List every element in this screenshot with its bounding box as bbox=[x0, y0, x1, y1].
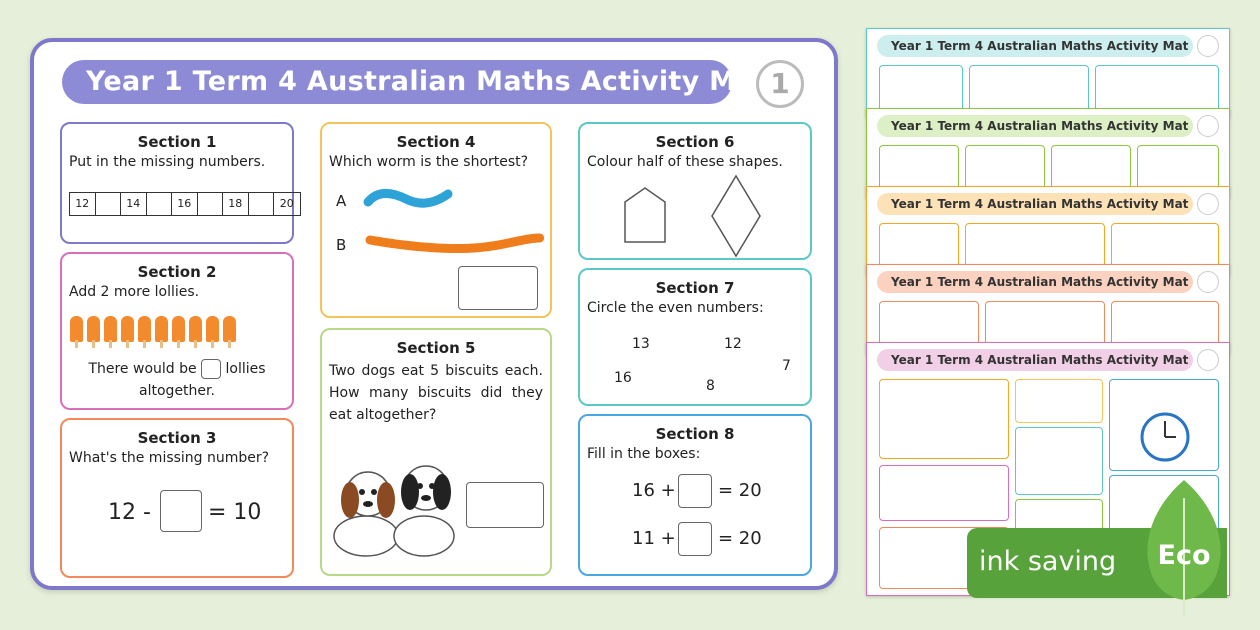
number-cell: 14 bbox=[121, 193, 147, 215]
lolly-icon bbox=[70, 316, 83, 342]
answer-before: There would be bbox=[88, 361, 197, 377]
preview-mat[interactable] bbox=[866, 108, 1230, 198]
number-cell[interactable] bbox=[147, 193, 173, 215]
preview-mat[interactable] bbox=[866, 28, 1230, 118]
number-line bbox=[69, 192, 301, 216]
section-question: Circle the even numbers: bbox=[587, 300, 764, 316]
section-title: Section 2 bbox=[137, 263, 217, 281]
section-title: Section 5 bbox=[396, 339, 476, 357]
worm-b-icon bbox=[364, 228, 548, 262]
pentagon-shape-icon[interactable] bbox=[622, 186, 668, 246]
mat-number-badge: 1 bbox=[756, 60, 804, 108]
section-question: Fill in the boxes: bbox=[587, 446, 701, 462]
section-question: Which worm is the shortest? bbox=[329, 154, 529, 170]
answer-after: lollies altogether. bbox=[139, 361, 266, 399]
section-title: Section 6 bbox=[655, 133, 735, 151]
section-question: Colour half of these shapes. bbox=[587, 154, 783, 170]
equation-left: 12 - bbox=[108, 500, 151, 525]
lolly-icon bbox=[87, 316, 100, 342]
lolly-icon bbox=[223, 316, 236, 342]
section-title: Section 3 bbox=[137, 429, 217, 447]
equation-2-right: = 20 bbox=[718, 528, 762, 549]
section-5 bbox=[320, 328, 552, 576]
preview-section bbox=[969, 65, 1089, 113]
number-cell: 12 bbox=[70, 193, 96, 215]
preview-section bbox=[1095, 65, 1219, 113]
section-3 bbox=[60, 418, 294, 578]
even-number-option[interactable]: 7 bbox=[782, 358, 791, 374]
preview-section bbox=[1015, 427, 1103, 495]
preview-section bbox=[879, 65, 963, 113]
ink-saving-label: ink saving bbox=[979, 546, 1117, 577]
activity-mat bbox=[30, 38, 838, 590]
section-6 bbox=[578, 122, 812, 260]
mat-title: Year 1 Term 4 Australian Maths Activity Mat bbox=[62, 60, 732, 104]
preview-mat[interactable] bbox=[866, 186, 1230, 276]
section-title: Section 8 bbox=[655, 425, 735, 443]
answer-box-1[interactable] bbox=[678, 474, 712, 508]
preview-mat[interactable] bbox=[866, 264, 1230, 354]
number-cell[interactable] bbox=[96, 193, 122, 215]
worm-b-label: B bbox=[336, 236, 347, 254]
worm-a-icon bbox=[362, 186, 454, 212]
preview-section bbox=[879, 465, 1009, 521]
section-question: Two dogs eat 5 biscuits each. How many biscuits did they eat altogether? bbox=[329, 363, 543, 423]
answer-box[interactable] bbox=[466, 482, 544, 528]
lolly-icon bbox=[121, 316, 134, 342]
answer-box[interactable] bbox=[458, 266, 538, 310]
number-cell: 20 bbox=[279, 197, 294, 210]
worm-a-label: A bbox=[336, 192, 347, 210]
section-8 bbox=[578, 414, 812, 576]
answer-box[interactable] bbox=[160, 490, 202, 532]
preview-title: Year 1 Term 4 Australian Maths Activity Mat bbox=[877, 35, 1193, 57]
lolly-icon bbox=[172, 316, 185, 342]
equation-1-left: 16 + bbox=[632, 480, 676, 501]
even-number-option[interactable]: 16 bbox=[614, 370, 632, 386]
answer-sentence bbox=[62, 358, 292, 402]
preview-number-badge bbox=[1197, 271, 1219, 293]
section-question: Put in the missing numbers. bbox=[69, 154, 266, 170]
equation-right: = 10 bbox=[208, 500, 262, 525]
number-cell[interactable] bbox=[249, 193, 275, 215]
section-title: Section 7 bbox=[655, 279, 735, 297]
answer-box-2[interactable] bbox=[678, 522, 712, 556]
section-2 bbox=[60, 252, 294, 410]
eco-leaf-icon bbox=[1140, 478, 1228, 618]
section-title: Section 1 bbox=[137, 133, 217, 151]
lolly-icon bbox=[138, 316, 151, 342]
preview-title: Year 1 Term 4 Australian Maths Activity Mat bbox=[877, 193, 1193, 215]
preview-section bbox=[879, 379, 1009, 459]
preview-number-badge bbox=[1197, 35, 1219, 57]
section-question: Add 2 more lollies. bbox=[69, 284, 200, 300]
number-cell: 18 bbox=[223, 193, 249, 215]
lolly-icon bbox=[155, 316, 168, 342]
even-number-option[interactable]: 8 bbox=[706, 378, 715, 394]
number-cell: 16 bbox=[172, 193, 198, 215]
preview-title: Year 1 Term 4 Australian Maths Activity Mat bbox=[877, 115, 1193, 137]
preview-section bbox=[1015, 379, 1103, 423]
rhombus-shape-icon[interactable] bbox=[710, 174, 762, 258]
eco-label: Eco bbox=[1157, 540, 1211, 571]
equation-2-left: 11 + bbox=[632, 528, 676, 549]
answer-box[interactable] bbox=[201, 359, 221, 379]
number-cell[interactable] bbox=[198, 193, 224, 215]
even-number-option[interactable]: 12 bbox=[724, 336, 742, 352]
preview-number-badge bbox=[1197, 349, 1219, 371]
even-number-option[interactable]: 13 bbox=[632, 336, 650, 352]
lolly-icon bbox=[189, 316, 202, 342]
equation-1-right: = 20 bbox=[718, 480, 762, 501]
section-4 bbox=[320, 122, 552, 318]
dogs-icon bbox=[326, 452, 462, 562]
preview-title: Year 1 Term 4 Australian Maths Activity Mat bbox=[877, 349, 1193, 371]
section-question: What's the missing number? bbox=[69, 450, 270, 466]
section-title: Section 4 bbox=[396, 133, 476, 151]
lolly-icon bbox=[104, 316, 117, 342]
preview-number-badge bbox=[1197, 115, 1219, 137]
section-7 bbox=[578, 268, 812, 406]
preview-title: Year 1 Term 4 Australian Maths Activity Mat bbox=[877, 271, 1193, 293]
clock-icon bbox=[1139, 411, 1191, 463]
lolly-icon bbox=[206, 316, 219, 342]
preview-number-badge bbox=[1197, 193, 1219, 215]
section-1 bbox=[60, 122, 294, 244]
